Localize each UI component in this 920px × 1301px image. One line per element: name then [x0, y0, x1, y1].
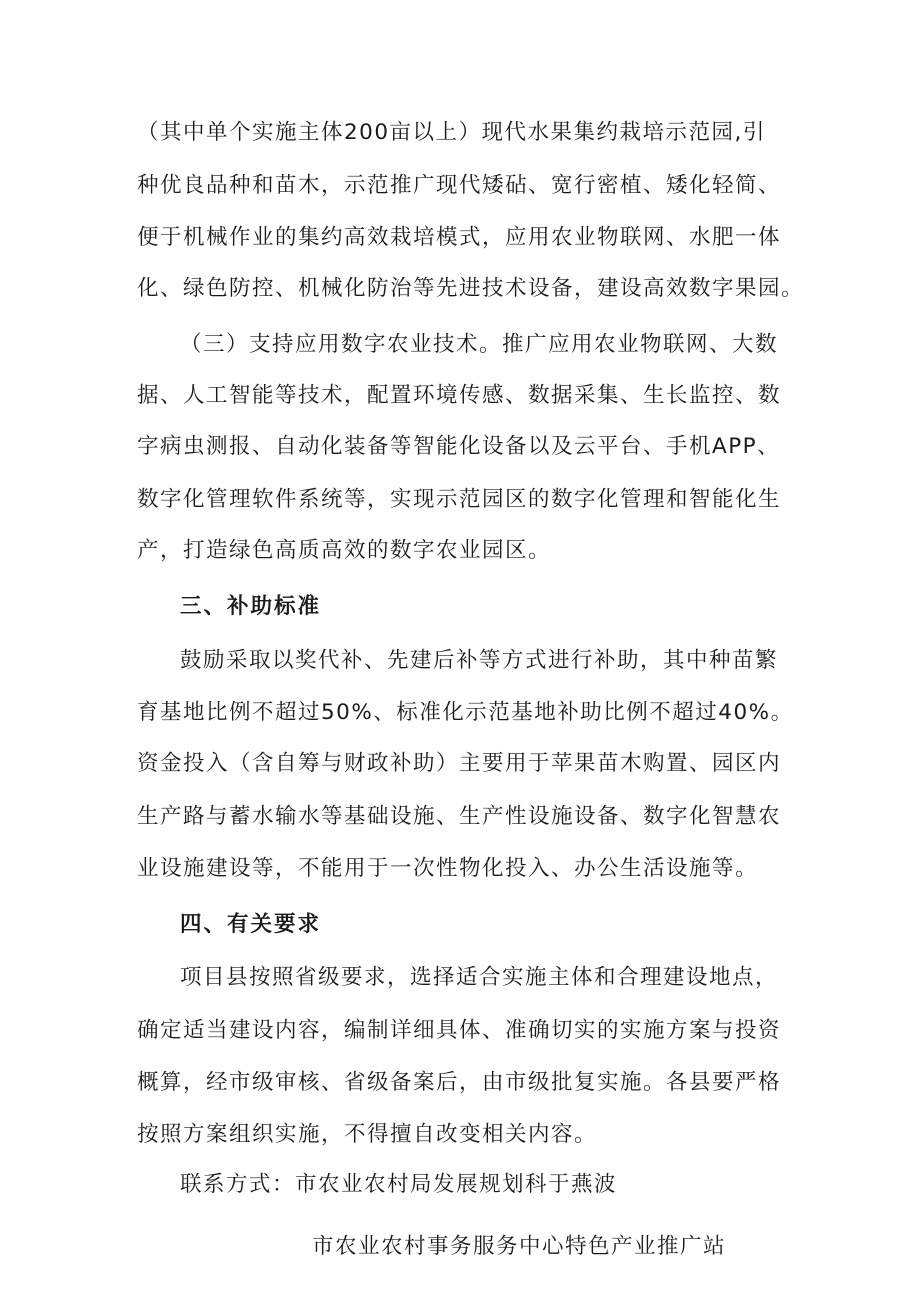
section3-sub-line-4: 数字化管理软件系统等，实现示范园区的数字化管理和智能化生 — [137, 487, 782, 512]
signature-line: 市农业农村事务服务中心特色产业推广站 — [312, 1234, 727, 1259]
section3-sub-line-1: （三）支持应用数字农业技术。推广应用农业物联网、大数 — [180, 332, 779, 357]
subsidy-line-1: 鼓励采取以奖代补、先建后补等方式进行补助，其中种苗繁 — [180, 648, 779, 673]
requirement-line-4: 按照方案组织实施，不得擅自改变相关内容。 — [137, 1122, 598, 1147]
requirement-line-3: 概算，经市级审核、省级备案后，由市级批复实施。各县要严格 — [137, 1070, 782, 1095]
section3-sub-line-3: 字病虫测报、自动化装备等智能化设备以及云平台、手机APP、 — [137, 434, 781, 459]
contact-line: 联系方式：市农业农村局发展规划科于燕波 — [180, 1172, 618, 1197]
intro-line-3: 便于机械作业的集约高效栽培模式，应用农业物联网、水肥一体 — [137, 225, 782, 250]
requirement-line-2: 确定适当建设内容，编制详细具体、准确切实的实施方案与投资 — [137, 1018, 782, 1043]
subsidy-line-2: 育基地比例不超过50%、标准化示范基地补助比例不超过40%。 — [137, 700, 794, 725]
section3-sub-line-5: 产，打造绿色高质高效的数字农业园区。 — [137, 538, 552, 563]
section3-sub-line-2: 据、人工智能等技术，配置环境传感、数据采集、生长监控、数 — [137, 383, 782, 408]
requirement-line-1: 项目县按照省级要求，选择适合实施主体和合理建设地点， — [180, 965, 779, 990]
intro-line-4: 化、绿色防控、机械化防治等先进技术设备，建设高效数字果园。 — [137, 276, 805, 301]
subsidy-line-5: 业设施建设等，不能用于一次性物化投入、办公生活设施等。 — [137, 856, 759, 881]
heading-subsidy-standard: 三、补助标准 — [180, 594, 322, 619]
subsidy-line-4: 生产路与蓄水输水等基础设施、生产性设施设备、数字化智慧农 — [137, 804, 782, 829]
subsidy-line-3: 资金投入（含自筹与财政补助）主要用于苹果苗木购置、园区内 — [137, 751, 782, 776]
heading-requirements: 四、有关要求 — [180, 912, 322, 937]
intro-line-1: （其中单个实施主体200亩以上）现代水果集约栽培示范园,引 — [137, 120, 766, 145]
intro-line-2: 种优良品种和苗木，示范推广现代矮砧、宽行密植、矮化轻简、 — [137, 173, 782, 198]
